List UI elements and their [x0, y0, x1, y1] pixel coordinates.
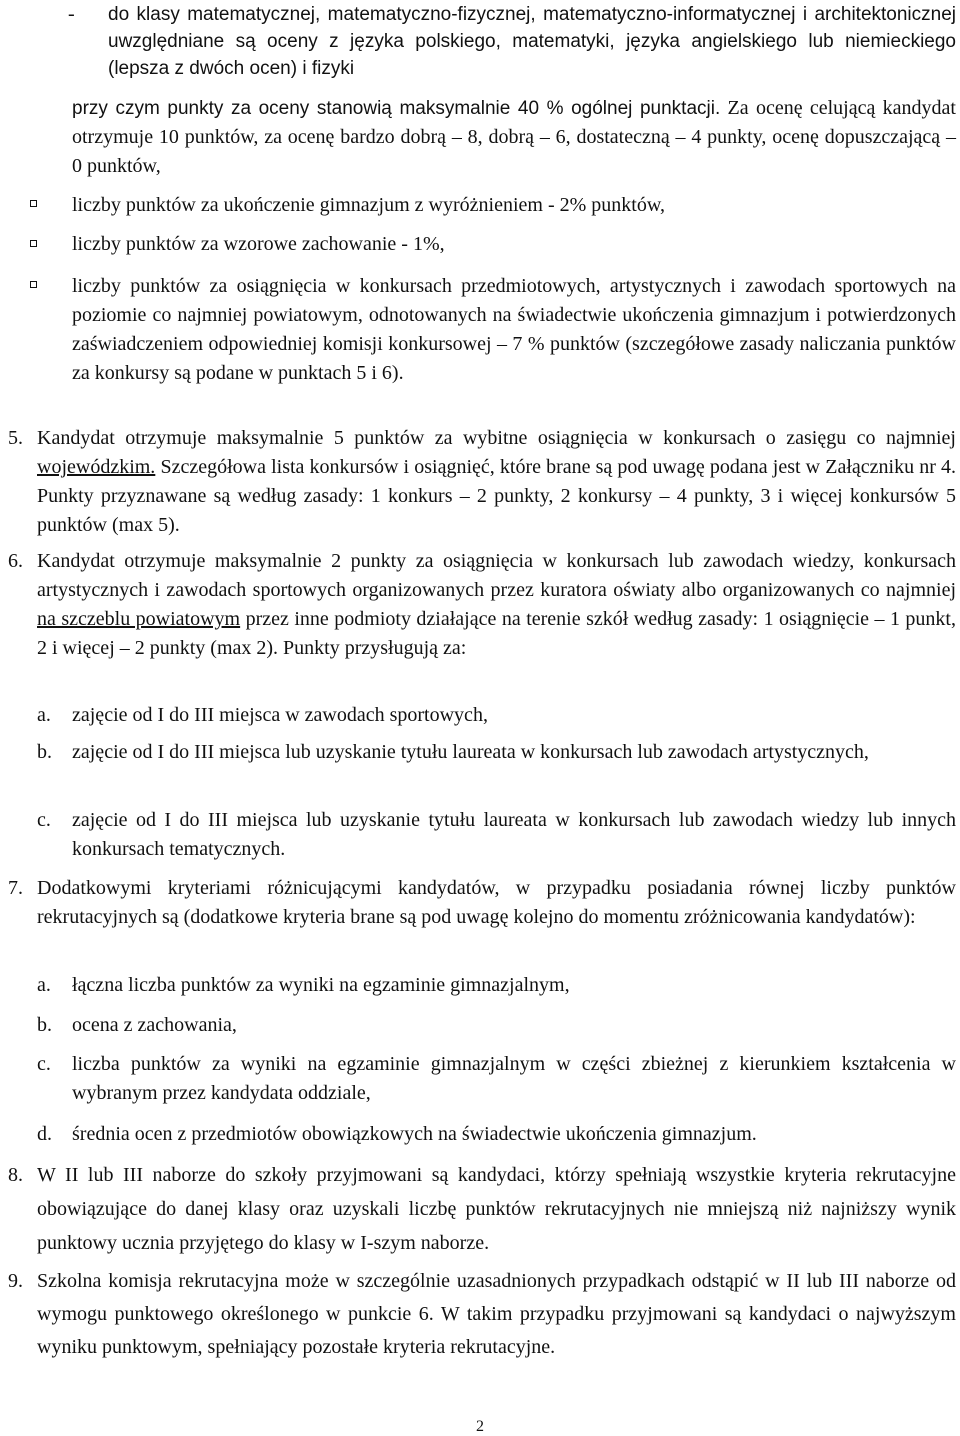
sub-item: liczba punktów za wyniki na egzaminie gimnazjalnym w części zbieżnej z kierunkiem kształcenia w wybranym przez kandydata oddziale, [72, 1053, 956, 1104]
paragraph-7: Dodatkowymi kryteriami różnicującymi kandydatów, w przypadku posiadania równej liczby punktów rekrutacyjnych są (dodatkowe kryteria brane są pod uwagę kolejno do momentu zróżnicowania kandydatów): [37, 877, 956, 928]
checkbox-icon [30, 281, 37, 288]
bullet-item: liczby punktów za wzorowe zachowanie - 1%, [72, 233, 445, 255]
bullet-item: liczby punktów za osiągnięcia w konkursach przedmiotowych, artystycznych i zawodach sportowych na poziomie co najmniej powiatowym, odnotowanych na świadectwie ukończenia gimnazjum i potwierdzonych zaświadczeniem odpowiedniej komisji konkursowej – 7 % punktów (szczegółowe zasady naliczania punktów za konkursy są podane w punktach 5 i 6). [72, 275, 956, 384]
checkbox-icon [30, 200, 37, 207]
sub-item: ocena z zachowania, [72, 1014, 237, 1036]
underlined-term: wojewódzkim. [37, 456, 156, 478]
sub-letter: b. [37, 1014, 52, 1036]
sub-letter: c. [37, 1053, 51, 1075]
sub-letter: d. [37, 1123, 52, 1145]
paragraph-9: Szkolna komisja rekrutacyjna może w szczególnie uzasadnionych przypadkach odstąpić w II lub III naborze od wymogu punktowego określonego w punkcie 6. W takim przypadku przyjmowani są kandydaci o najwyższym wyniku punktowym, spełniający pozostałe kryteria rekrutacyjne. [37, 1270, 956, 1358]
item-number: 5. [8, 427, 23, 449]
dash-marker: - [68, 3, 75, 25]
sub-letter: c. [37, 809, 51, 831]
sub-item: zajęcie od I do III miejsca lub uzyskanie tytułu laureata w konkursach lub zawodach artystycznych, [72, 741, 869, 763]
checkbox-icon [30, 240, 37, 247]
intro-points-rest: Za ocenę celującą kandydat otrzymuje 10 punktów, za ocenę bardzo dobrą – 8, dobrą – 6, dostateczną – 4 punkty, ocenę dopuszczającą – 0 punktów, [72, 97, 956, 177]
item-number: 7. [8, 877, 23, 899]
paragraph-6-text: przez inne podmioty działające na terenie szkół według zasady: 1 osiągnięcie – 1 punkt, 2 i więcej – 2 punkty (max 2). Punkty przysługują za: [37, 608, 956, 659]
intro-points-lead: przy czym punkty za oceny stanowią maksymalnie 40 % ogólnej punktacji. [72, 98, 721, 119]
sub-letter: a. [37, 704, 51, 726]
sub-item: zajęcie od I do III miejsca w zawodach sportowych, [72, 704, 488, 726]
page-number: 2 [476, 1418, 484, 1435]
paragraph-6 [37, 547, 956, 663]
intro-dash-paragraph: do klasy matematycznej, matematyczno-fizycznej, matematyczno-informatycznej i architektonicznej uwzględniane są oceny z języka polskiego, matematyki, języka angielskiego lub niemieckiego (lepsza z dwóch ocen) i fizyki [108, 4, 956, 79]
sub-item: łączna liczba punktów za wyniki na egzaminie gimnazjalnym, [72, 974, 570, 996]
underlined-term: na szczeblu powiatowym [37, 608, 241, 630]
sub-letter: a. [37, 974, 51, 996]
sub-item: zajęcie od I do III miejsca lub uzyskanie tytułu laureata w konkursach lub zawodach wiedzy lub innych konkursach tematycznych. [72, 809, 956, 860]
paragraph-8: W II lub III naborze do szkoły przyjmowani są kandydaci, którzy spełniają wszystkie kryteria rekrutacyjne obowiązujące do danej klasy oraz uzyskali liczbę punktów rekrutacyjnych nie mniejszą niż najniższy wynik punktowy ucznia przyjętego do klasy w I-szym naborze. [37, 1164, 956, 1254]
item-number: 8. [8, 1164, 23, 1186]
sub-item: średnia ocen z przedmiotów obowiązkowych na świadectwie ukończenia gimnazjum. [72, 1123, 757, 1145]
sub-letter: b. [37, 741, 52, 763]
paragraph-5-text: Szczegółowa lista konkursów i osiągnięć, które brane są pod uwagę podana jest w Załączniku nr 4. Punkty przyznawane są według zasady: 1 konkurs – 2 punkty, 2 konkursy – 4 punkty, 3 i więcej konkursów 5 punktów (max 5). [37, 456, 956, 536]
item-number: 6. [8, 550, 23, 572]
paragraph-5-text: Kandydat otrzymuje maksymalnie 5 punktów za wybitne osiągnięcia w konkursach o zasięgu co najmniej [37, 427, 956, 449]
bullet-item: liczby punktów za ukończenie gimnazjum z wyróżnieniem - 2% punktów, [72, 194, 665, 216]
paragraph-5 [37, 424, 956, 540]
paragraph-6-text: Kandydat otrzymuje maksymalnie 2 punkty za osiągnięcia w konkursach lub zawodach wiedzy, konkursach artystycznych i zawodach sportowych organizowanych przez kuratora oświaty albo organizowanych co najmniej [37, 550, 956, 601]
item-number: 9. [8, 1270, 23, 1292]
intro-points-paragraph [72, 94, 956, 181]
